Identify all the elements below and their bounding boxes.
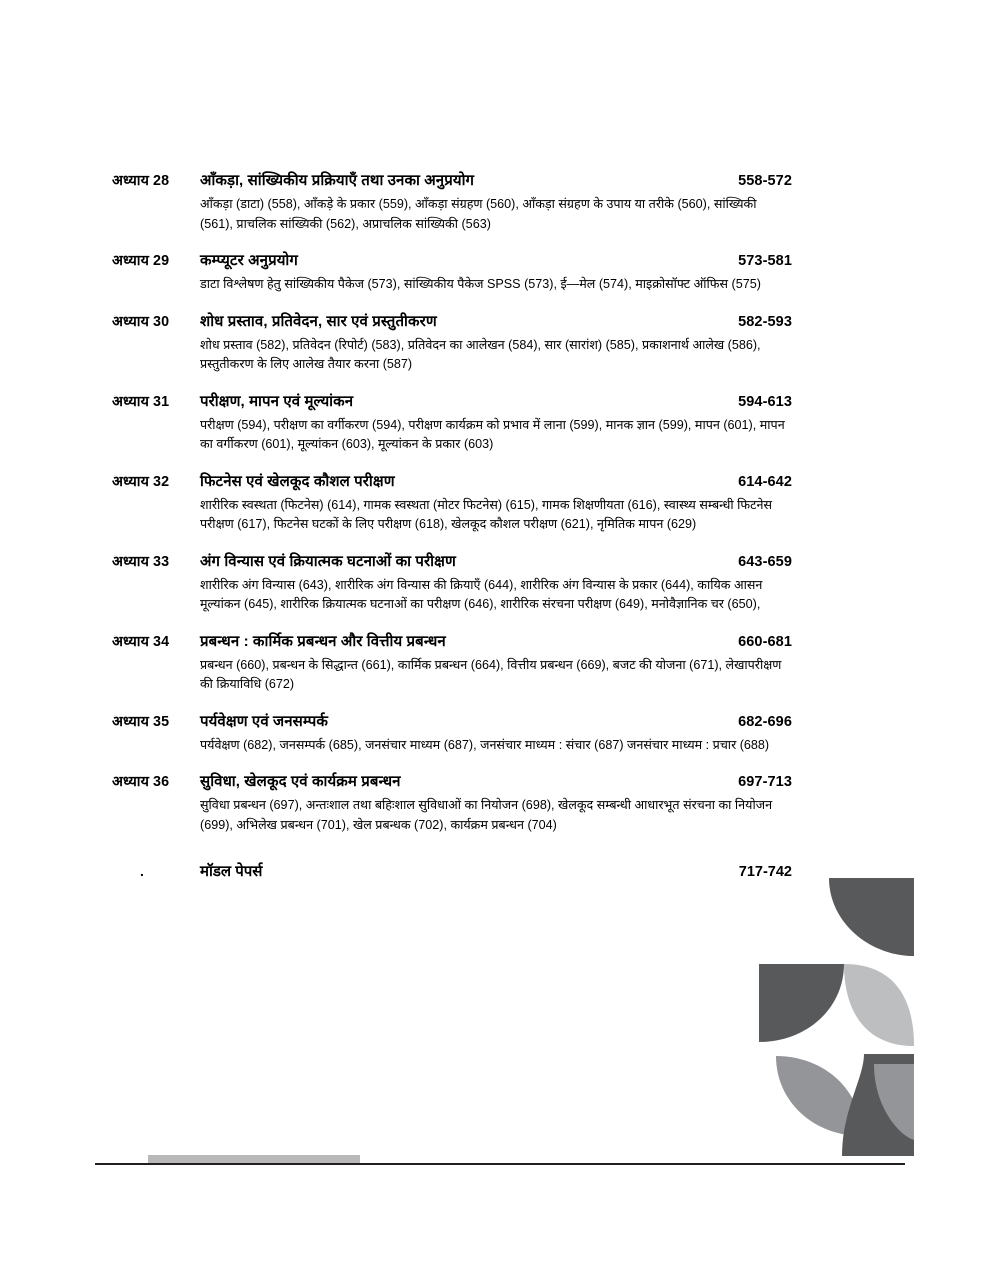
toc-entry bbox=[112, 551, 792, 615]
chapter-topics: शारीरिक स्वस्थता (फिटनेस) (614), गामक स्वस्थता (मोटर फिटनेस) (615), गामक शिक्षणीयता (616), स्वास्थ्य सम्बन्धी फिटनेस परीक्षण (617), फिटनेस घटकों के लिए परीक्षण (618), खेलकूद कौशल परीक्षण (621), नृमितिक मापन (629) bbox=[200, 497, 772, 532]
toc-entry-model-papers bbox=[112, 861, 792, 881]
chapter-topics: प्रबन्धन (660), प्रबन्धन के सिद्धान्त (661), कार्मिक प्रबन्धन (664), वित्तीय प्रबन्धन (669), बजट की योजना (671), लेखापरीक्षण की क्रियाविधि (672) bbox=[200, 657, 782, 692]
toc-entry bbox=[112, 771, 792, 835]
page-range: 582-593 bbox=[738, 313, 792, 330]
toc-entry bbox=[112, 311, 792, 375]
chapter-number: अध्याय 32 bbox=[112, 473, 170, 490]
page-range: 682-696 bbox=[738, 713, 792, 730]
chapter-title: फिटनेस एवं खेलकूद कौशल परीक्षण bbox=[200, 472, 395, 490]
chapter-title: सुविधा, खेलकूद एवं कार्यक्रम प्रबन्धन bbox=[200, 773, 401, 791]
chapter-title: शोध प्रस्ताव, प्रतिवेदन, सार एवं प्रस्तुतीकरण bbox=[200, 312, 437, 330]
chapter-topics: पर्यवेक्षण (682), जनसम्पर्क (685), जनसंचार माध्यम (687), जनसंचार माध्यम : संचार (687) जनसंचार माध्यम : प्रचार (688) bbox=[200, 737, 770, 752]
toc-entry-head bbox=[112, 170, 792, 190]
chapter-number: अध्याय 34 bbox=[112, 633, 170, 650]
page-range: 594-613 bbox=[738, 393, 792, 410]
page-range: 643-659 bbox=[738, 553, 792, 570]
footer-rule bbox=[95, 1163, 905, 1165]
model-papers-title: मॉडल पेपर्स bbox=[200, 863, 263, 881]
toc-entry bbox=[112, 631, 792, 695]
table-of-contents bbox=[112, 170, 792, 881]
chapter-title: परीक्षण, मापन एवं मूल्यांकन bbox=[200, 392, 354, 410]
page-range: 717-742 bbox=[738, 864, 792, 881]
page-range: 614-642 bbox=[738, 473, 792, 490]
chapter-title: पर्यवेक्षण एवं जनसम्पर्क bbox=[200, 712, 329, 730]
chapter-topics: सुविधा प्रबन्धन (697), अन्तःशाल तथा बहिःशाल सुविधाओं का नियोजन (698), खेलकूद सम्बन्धी आधारभूत संरचना का नियोजन (699), अभिलेख प्रबन्धन (701), खेल प्रबन्धक (702), कार्यक्रम प्रबन्धन (704) bbox=[200, 798, 773, 832]
toc-entry-head bbox=[112, 250, 792, 270]
toc-entry bbox=[112, 170, 792, 234]
chapter-topics: डाटा विश्लेषण हेतु सांख्यिकीय पैकेज (573), सांख्यिकीय पैकेज SPSS (573), ई—मेल (574), माइक्रोसॉफ्ट ऑफिस (575) bbox=[200, 277, 761, 292]
chapter-topics: शारीरिक अंग विन्यास (643), शारीरिक अंग विन्यास की क्रियाएँ (644), शारीरिक अंग विन्यास के प्रकार (644), कायिक आसन मूल्यांकन (645), शारीरिक क्रियात्मक घटनाओं का परीक्षण (646), शारीरिक संरचना परीक्षण (649), मनोवैज्ञानिक चर (650), bbox=[200, 577, 763, 612]
toc-entry bbox=[112, 250, 792, 295]
page-range: 558-572 bbox=[738, 173, 792, 189]
page-range: 697-713 bbox=[738, 774, 792, 791]
chapter-number: अध्याय 36 bbox=[112, 774, 170, 791]
chapter-title: आँकड़ा, सांख्यिकीय प्रक्रियाएँ तथा उनका अनुप्रयोग bbox=[200, 172, 475, 189]
toc-entry-head bbox=[112, 391, 792, 411]
toc-entry-head bbox=[112, 471, 792, 491]
toc-entry-head bbox=[112, 551, 792, 571]
chapter-title: प्रबन्धन : कार्मिक प्रबन्धन और वित्तीय प्रबन्धन bbox=[200, 632, 446, 650]
leaf-logo bbox=[724, 878, 914, 1158]
toc-entry-head bbox=[112, 711, 792, 731]
chapter-title: अंग विन्यास एवं क्रियात्मक घटनाओं का परीक्षण bbox=[200, 552, 456, 570]
chapter-topics: परीक्षण (594), परीक्षण का वर्गीकरण (594), परीक्षण कार्यक्रम को प्रभाव में लाना (599), मानक ज्ञान (599), मापन (601), मापन का वर्गीकरण (601), मूल्यांकन (603), मूल्यांकन के प्रकार (603) bbox=[200, 417, 785, 452]
chapter-title: कम्प्यूटर अनुप्रयोग bbox=[200, 252, 298, 270]
toc-entry bbox=[112, 471, 792, 535]
chapter-number: अध्याय 35 bbox=[112, 713, 170, 730]
toc-entry-head bbox=[112, 771, 792, 791]
page-range: 573-581 bbox=[738, 253, 792, 270]
toc-entry bbox=[112, 711, 792, 756]
toc-entry bbox=[112, 391, 792, 455]
chapter-number: अध्याय 31 bbox=[112, 393, 170, 410]
chapter-number: अध्याय 28 bbox=[112, 173, 170, 189]
chapter-number: अध्याय 33 bbox=[112, 553, 170, 570]
chapter-topics: शोध प्रस्ताव (582), प्रतिवेदन (रिपोर्ट) (583), प्रतिवेदन का आलेखन (584), सार (सारांश) (585), प्रकाशनार्थ आलेख (586), प्रस्तुतीकरण के लिए आलेख तैयार करना (587) bbox=[200, 337, 761, 372]
chapter-topics: आँकड़ा (डाटा) (558), आँकड़े के प्रकार (559), आँकड़ा संग्रहण (560), आँकड़ा संग्रहण के उपाय या तरीके (560), सांख्यिकी (561), प्राचलिक सांख्यिकी (562), अप्राचलिक सांख्यिकी (563) bbox=[200, 197, 757, 231]
toc-entry-head bbox=[112, 311, 792, 331]
toc-entry-head bbox=[112, 631, 792, 651]
page-range: 660-681 bbox=[738, 633, 792, 650]
chapter-number: अध्याय 29 bbox=[112, 253, 170, 270]
chapter-number: अध्याय 30 bbox=[112, 313, 170, 330]
model-papers-marker: . bbox=[140, 863, 144, 880]
